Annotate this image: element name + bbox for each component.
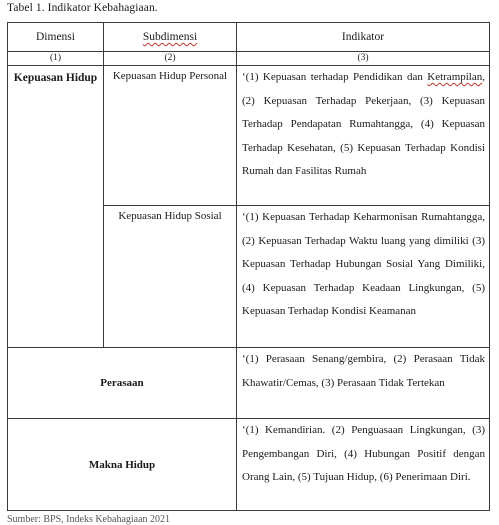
indicator-sosial: ‘(1) Kepuasan Terhadap Keharmonisan Rumahtangga, (2) Kepuasan Terhadap Waktu luang yang dimiliki (3) Kepuasan Terhadap Hubungan Sosial Yang Dimiliki, (4) Kepuasan Terhadap Keadaan Lingkungan, (5) Kepuasan Terhadap Kondisi Keamanan	[237, 206, 490, 348]
table-row-perasaan	[8, 348, 490, 419]
dimension-makna-hidup: Makna Hidup	[8, 419, 237, 511]
column-number-3: (3)	[237, 52, 490, 66]
table-caption: Tabel 1. Indikator Kebahagiaan.	[7, 2, 158, 14]
indicator-personal	[237, 66, 490, 206]
dimension-kepuasan-hidup: Kepuasan Hidup	[8, 66, 104, 348]
indicator-personal-text-1: ‘(1) Kepuasan terhadap Pendidikan dan	[242, 71, 428, 83]
header-subdimensi	[104, 23, 237, 52]
indicator-personal-flagged-word: Ketrampilan	[427, 71, 483, 83]
subdimension-personal: Kepuasan Hidup Personal	[104, 66, 237, 206]
table-row-kepuasan-personal	[8, 66, 490, 206]
column-number-1: (1)	[8, 52, 104, 66]
indicator-makna-hidup: ‘(1) Kemandirian. (2) Penguasaan Lingkungan, (3) Pengembangan Diri, (4) Hubungan Positif dengan Orang Lain, (5) Tujuan Hidup, (6) Penerimaan Diri.	[237, 419, 490, 511]
header-dimensi: Dimensi	[8, 23, 104, 52]
subdimension-sosial: Kepuasan Hidup Sosial	[104, 206, 237, 348]
column-number-2: (2)	[104, 52, 237, 66]
indicator-perasaan: ‘(1) Perasaan Senang/gembira, (2) Perasaan Tidak Khawatir/Cemas, (3) Perasaan Tidak Tertekan	[237, 348, 490, 419]
header-row	[8, 23, 490, 52]
column-number-row	[8, 52, 490, 66]
table-row-makna-hidup	[8, 419, 490, 511]
indicator-personal-text-2: , (2) Kepuasan Terhadap Pekerjaan, (3) Kepuasan Terhadap Pendapatan Rumahtangga, (4) Kepuasan Terhadap Kesehatan, (5) Kepuasan Terhadap Kondisi Rumah dan Fasilitas Rumah	[242, 71, 485, 178]
header-subdimensi-label: Subdimensi	[142, 31, 198, 43]
indicator-table	[7, 22, 490, 511]
source-footnote: Sumber: BPS, Indeks Kebahagiaan 2021	[7, 514, 171, 525]
dimension-perasaan: Perasaan	[8, 348, 237, 419]
header-indikator: Indikator	[237, 23, 490, 52]
